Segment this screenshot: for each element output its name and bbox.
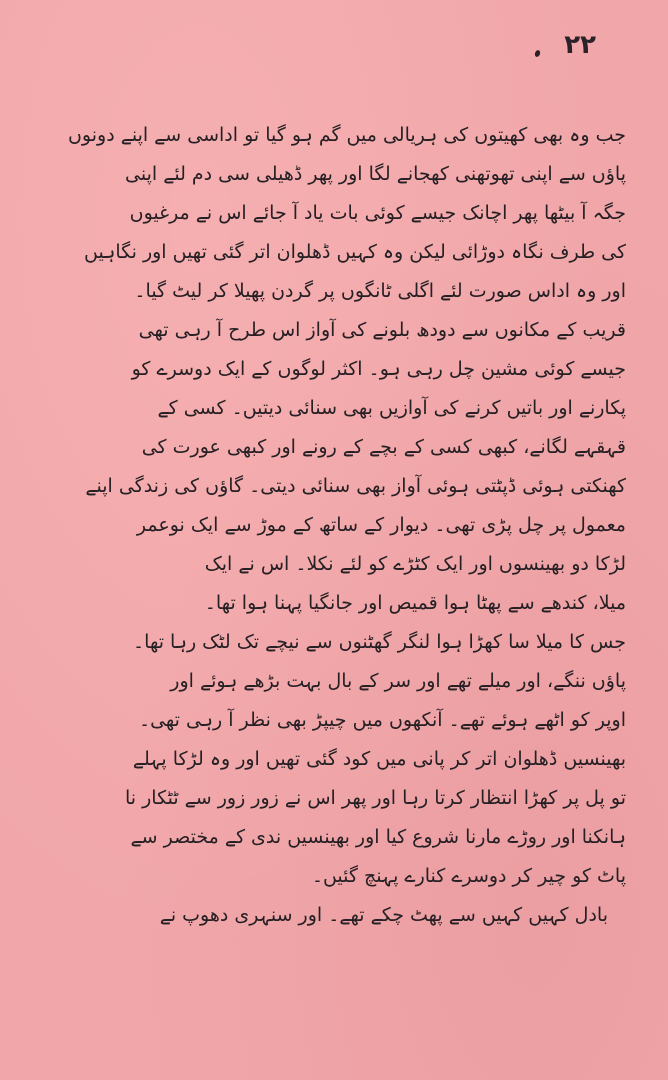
page-number: ۲۲ xyxy=(564,30,596,60)
text-line: پاؤں ننگے، اور میلے تھے اور سر کے بال بہت بڑھے ہوئے اور xyxy=(170,670,626,692)
text-line: جیسے کوئی مشین چل رہی ہو۔ اکثر لوگوں کے ایک دوسرے کو xyxy=(131,358,626,380)
text-line: بادل کہیں کہیں سے پھٹ چکے تھے۔ اور سنہری دھوپ نے xyxy=(159,904,608,926)
text-line: جس کا میلا سا کھڑا ہوا لنگر گھٹنوں سے نیچے تک لٹک رہا تھا۔ xyxy=(133,631,626,653)
ink-mark xyxy=(534,49,541,57)
text-line: پاٹ کو چیر کر دوسرے کنارے پہنچ گئیں۔ xyxy=(311,865,626,887)
text-line: اور وہ اداس صورت لئے اگلی ٹانگوں پر گردن پھیلا کر لیٹ گیا۔ xyxy=(134,280,626,302)
text-line: ہانکنا اور روڑے مارنا شروع کیا اور بھینسیں ندی کے مختصر سے xyxy=(130,826,626,848)
text-line: اوپر کو اٹھے ہوئے تھے۔ آنکھوں میں چیپڑ بھی نظر آ رہی تھی۔ xyxy=(138,709,626,731)
text-line: کی طرف نگاہ دوڑائی لیکن وہ کہیں ڈھلوان اتر گئی تھیں اور نگاہیں xyxy=(84,241,626,263)
page-body-text xyxy=(42,116,626,935)
text-line: تو پل پر کھڑا انتظار کرتا رہا اور پھر اس نے زور زور سے ٹٹکار نا xyxy=(125,787,626,809)
text-line: لڑکا دو بھینسوں اور ایک کٹڑے کو لئے نکلا۔ اس نے ایک xyxy=(204,553,626,575)
text-line: جگہ آ بیٹھا پھر اچانک جیسے کوئی بات یاد آ جائے اس نے مرغیوں xyxy=(129,202,626,224)
text-line: پاؤں سے اپنی تھوتھنی کھجانے لگا اور پھر ڈھیلی سی دم لئے اپنی xyxy=(125,163,626,185)
text-line: جب وہ بھی کھیتوں کی ہریالی میں گم ہو گیا تو اداسی سے اپنے دونوں xyxy=(67,124,626,146)
text-line: پکارنے اور باتیں کرنے کی آوازیں بھی سنائی دیتیں۔ کسی کے xyxy=(157,397,626,419)
text-line: قریب کے مکانوں سے دودھ بلونے کی آواز اس طرح آ رہی تھی xyxy=(138,319,626,341)
text-line: کھنکتی ہوئی ڈپٹتی ہوئی آواز بھی سنائی دیتی۔ گاؤں کی زندگی اپنے xyxy=(85,475,626,497)
text-line: معمول پر چل پڑی تھی۔ دیوار کے ساتھ کے موڑ سے ایک نوعمر xyxy=(136,514,626,536)
text-line: بھینسیں ڈھلوان اتر کر پانی میں کود گئی تھیں اور وہ لڑکا پہلے xyxy=(132,748,626,770)
text-line: میلا، کندھے سے پھٹا ہوا قمیص اور جانگیا پہنا ہوا تھا۔ xyxy=(204,592,626,614)
text-line: قہقہے لگانے، کبھی کسی کے بچے کے رونے اور کبھی عورت کی xyxy=(141,436,626,458)
